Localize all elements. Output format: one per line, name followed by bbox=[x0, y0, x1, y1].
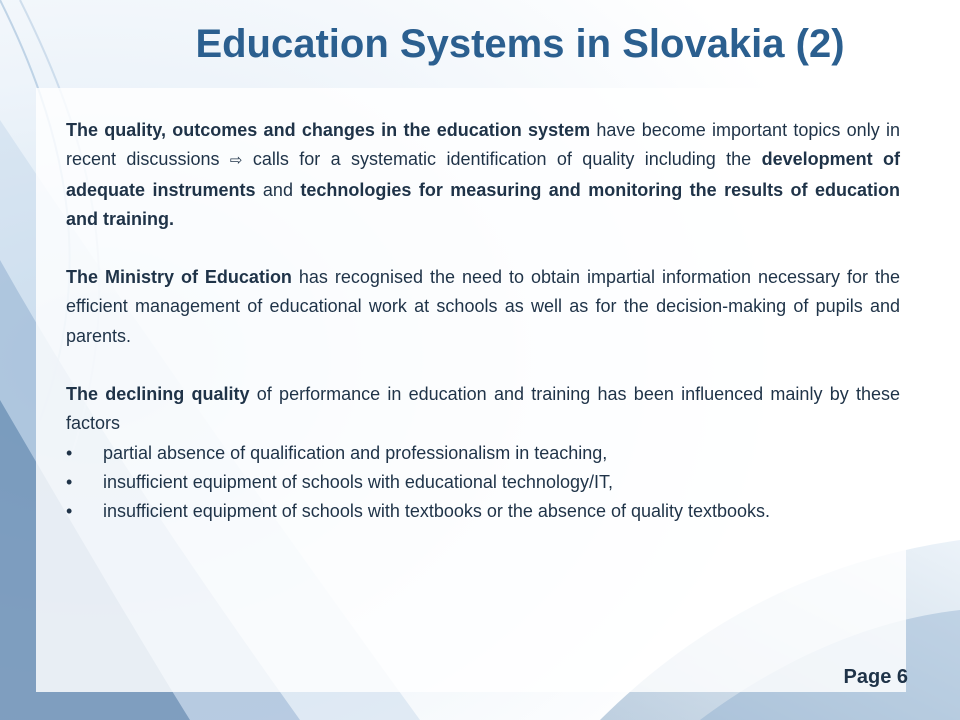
right-arrow-icon: ⇨ bbox=[229, 151, 243, 170]
text-run: of performance in education and training has been influenced mainly by these factors bbox=[66, 384, 900, 434]
factors-list bbox=[66, 439, 900, 527]
text-run: have become important topics only in recent discussions bbox=[66, 120, 900, 170]
bullet-icon: • bbox=[66, 471, 73, 492]
bold-phrase: The declining quality bbox=[66, 384, 250, 405]
list-item bbox=[66, 497, 900, 526]
bold-phrase: The quality, outcomes and changes in the education system bbox=[66, 120, 591, 140]
bold-phrase: development of adequate instruments bbox=[66, 149, 900, 200]
paragraph-declining-quality bbox=[66, 380, 900, 439]
slide-title: Education Systems in Slovakia (2) bbox=[195, 22, 845, 66]
bold-phrase: The Ministry of Education bbox=[66, 267, 292, 288]
slide-body bbox=[66, 116, 900, 527]
list-item-text: partial absence of qualification and professionalism in teaching, bbox=[103, 442, 608, 463]
paragraph-ministry bbox=[66, 263, 900, 351]
paragraph-quality bbox=[66, 116, 900, 234]
list-item bbox=[66, 439, 900, 468]
bold-phrase: technologies for measuring and monitoring the results of education and training. bbox=[66, 179, 900, 229]
page-number: Page 6 bbox=[843, 666, 908, 688]
text-run: and bbox=[255, 179, 301, 200]
list-item bbox=[66, 468, 900, 497]
bullet-icon: • bbox=[66, 442, 73, 463]
text-run: has recognised the need to obtain impartial information necessary for the efficient management of educational work at schools as well as for the decision-making of pupils and parents. bbox=[66, 267, 900, 346]
list-item-text: insufficient equipment of schools with textbooks or the absence of quality textbooks. bbox=[103, 501, 771, 522]
list-item-text: insufficient equipment of schools with educational technology/IT, bbox=[103, 471, 613, 492]
bullet-icon: • bbox=[66, 501, 73, 522]
text-run: calls for a systematic identification of quality including the bbox=[242, 149, 762, 170]
